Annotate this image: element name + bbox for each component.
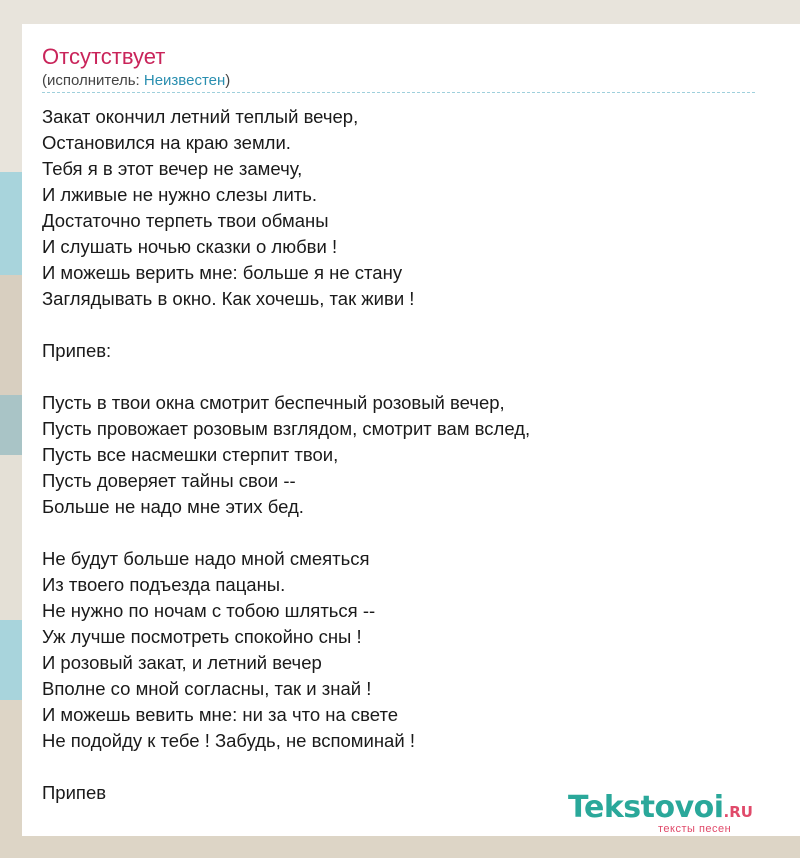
byline-suffix: ) [225,72,231,89]
lyric-line [42,754,742,780]
lyric-line: Пусть все насмешки стерпит твои, [42,444,339,465]
artist-link[interactable]: Неизвестен [143,72,226,89]
lyric-line: Не будут больше надо мной смеяться [42,548,370,569]
lyric-line: Не подойду к тебе ! Забудь, не вспоминай ! [42,730,415,751]
lyric-line: Вполне со мной согласны, так и знай ! [42,678,372,699]
lyric-line: И слушать ночью сказки о любви ! [42,236,338,257]
lyric-line: Достаточно терпеть твои обманы [42,210,329,231]
artist-byline [42,72,230,90]
lyric-line: Припев: [42,340,112,361]
lyric-line: Заглядывать в окно. Как хочешь, так живи ! [42,288,415,309]
logo-tld: .RU [723,803,753,821]
lyric-line: Пусть провожает розовым взглядом, смотрит вам вслед, [42,418,531,439]
logo-tagline: тексты песен [658,823,732,835]
lyric-line: Уж лучше посмотреть спокойно сны ! [42,626,362,647]
lyric-line: И лживые не нужно слезы лить. [42,184,318,205]
lyric-line: Не нужно по ночам с тобою шляться -- [42,600,376,621]
lyric-line: Тебя я в этот вечер не замечу, [42,158,303,179]
song-title: Отсутствует [42,44,166,69]
lyrics-text [42,104,742,806]
lyric-line: И можешь верить мне: больше я не стану [42,262,403,283]
byline-prefix: (исполнитель: [42,72,144,89]
lyric-line [42,520,742,546]
lyric-line: Остановился на краю земли. [42,132,291,153]
site-logo[interactable] [568,792,778,836]
lyric-line: Из твоего подъезда пацаны. [42,574,286,595]
lyric-line [42,312,742,338]
lyric-line: Закат окончил летний теплый вечер, [42,106,359,127]
lyric-line: И можешь вевить мне: ни за что на свете [42,704,399,725]
divider [42,92,755,93]
lyric-line: Припев [42,782,107,803]
lyrics-card [22,24,800,836]
lyric-line: Пусть в твои окна смотрит беспечный розовый вечер, [42,392,505,413]
lyric-line: Больше не надо мне этих бед. [42,496,304,517]
logo-word: Tekstovoi [568,790,724,825]
lyric-line: Пусть доверяет тайны свои -- [42,470,296,491]
lyric-line [42,364,742,390]
lyric-line: И розовый закат, и летний вечер [42,652,322,673]
